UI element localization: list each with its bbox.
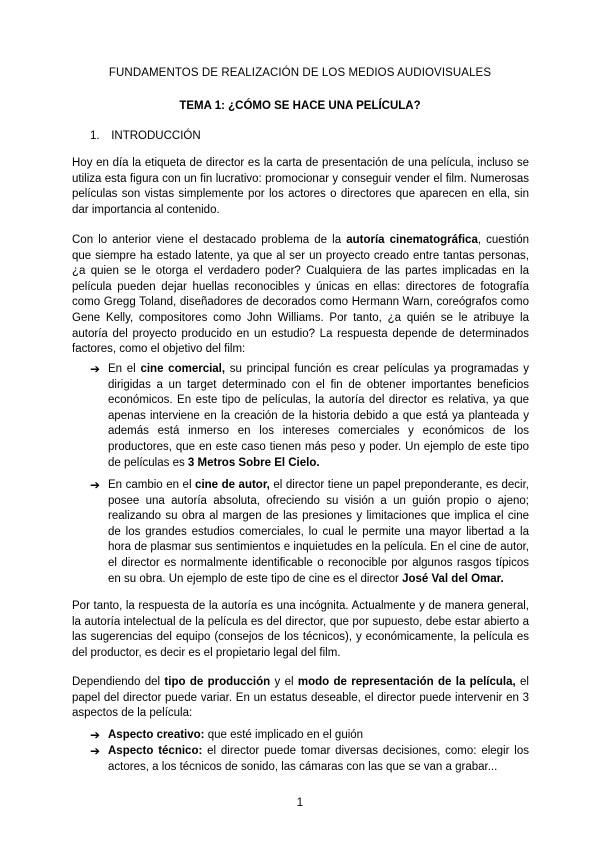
text-run: En el: [108, 363, 141, 375]
bold-run: 3 Metros Sobre El Cielo.: [187, 456, 320, 469]
paragraph-authorship: [72, 233, 529, 358]
text-run: el director tiene un papel preponderante, es decir, posee una autoría absoluta, ofreciendo su visión a un guión propio o ajeno; realizando su obra al margen de las presiones y limitaciones que implica el cine de los grandes estudios comerciales, lo cual le permite una mayor libertad a la hora de plasmar sus sentimientos e inquietudes en la película. En el cine de autor, el director es normalmente identificable o reconocible por algunos rasgos típicos en su obra. Un ejemplo de este tipo de cine es el director: [108, 479, 529, 585]
paragraph-director-role: [72, 675, 529, 722]
arrow-icon: ➔: [90, 362, 101, 376]
paragraph-conclusion: Por tanto, la respuesta de la autoría es una incógnita. Actualmente y de manera general, la autoría intelectual de la película es del director, que por supuesto, debe estar abierto a las sugerencias del equipo (consejos de los técnicos), y económicamente, la película es del productor, es decir es el propietario legal del film.: [72, 600, 529, 659]
bold-run: José Val del Omar.: [402, 572, 504, 585]
bold-run: cine de autor,: [195, 479, 270, 491]
bold-run: Aspecto creativo:: [108, 729, 205, 741]
bold-run: tipo de producción: [164, 676, 271, 688]
page-number: 1: [296, 797, 304, 809]
page-title: TEMA 1: ¿CÓMO SE HACE UNA PELÍCULA?: [179, 100, 421, 112]
list-item-auteur-cinema: [90, 478, 529, 587]
arrow-icon: ➔: [90, 744, 101, 758]
bold-run: modo de representación de la película,: [297, 676, 516, 688]
list-item-creative-aspect: [90, 728, 529, 744]
text-run: el papel del director puede variar. En un estatus deseable, el director puede intervenir en 3 aspectos de la película:: [72, 676, 529, 720]
arrow-icon: ➔: [90, 728, 101, 742]
bold-run: Aspecto técnico:: [108, 745, 203, 757]
text-run: Con lo anterior viene el destacado problema de la: [72, 234, 347, 246]
text-run: que esté implicado en el guión: [204, 729, 364, 741]
bold-run: autoría cinematográfica: [346, 234, 478, 246]
section-heading: [90, 130, 201, 142]
document-header: FUNDAMENTOS DE REALIZACIÓN DE LOS MEDIOS AUDIOVISUALES: [108, 67, 492, 79]
text-run: su principal función es crear películas ya programadas y dirigidas a un target determinado con el fin de obtener importantes beneficios económicos. En este tipo de películas, la autoría del director es relativa, ya que apenas interviene en la creación de la historia debido a que está ya planteada y además está inmerso en los intereses comerciales y económicos de los productores, que en este caso tienen más peso y poder. Un ejemplo de este tipo de películas es: [108, 363, 529, 469]
section-number: 1.: [90, 130, 100, 142]
list-item-technical-aspect: [90, 744, 529, 775]
section-label: INTRODUCCIÓN: [111, 130, 201, 142]
bold-run: cine comercial,: [140, 363, 226, 375]
text-run: , cuestión que siempre ha estado latente, ya que al ser un proyecto creado entre tantas personas,¿a quien se le otorga el verdadero poder? Cualquiera de las partes implicadas en la película pueden dejar huellas reconocibles y únicas en ellas: directores de fotografía como Gregg Toland, diseñadores de decorados como Hermann Warn, coreógrafos como Gene Kelly, compositores como John Williams. Por tanto, ¿a quién se le atribuye la autoría del proyecto producido en un estudio? La respuesta depende de determinados factores, como el objetivo del film:: [72, 234, 529, 356]
paragraph-intro: Hoy en día la etiqueta de director es la carta de presentación de una película, incluso se utiliza esta figura con un fin lucrativo: promocionar y conseguir vender el film. Numerosas películas son vistas simplemente por los actores o directores que aparecen en ella, sin dar importancia al contenido.: [72, 157, 529, 216]
arrow-icon: ➔: [90, 478, 101, 492]
text-run: Dependiendo del: [72, 676, 165, 688]
list-item-commercial-cinema: [90, 362, 529, 471]
text-run: y el: [270, 676, 298, 688]
text-run: el director puede tomar diversas decisiones, como: elegir los actores, a los técnicos de sonido, las cámaras con las que se van a grabar...: [108, 745, 529, 773]
text-run: En cambio en el: [108, 479, 196, 491]
